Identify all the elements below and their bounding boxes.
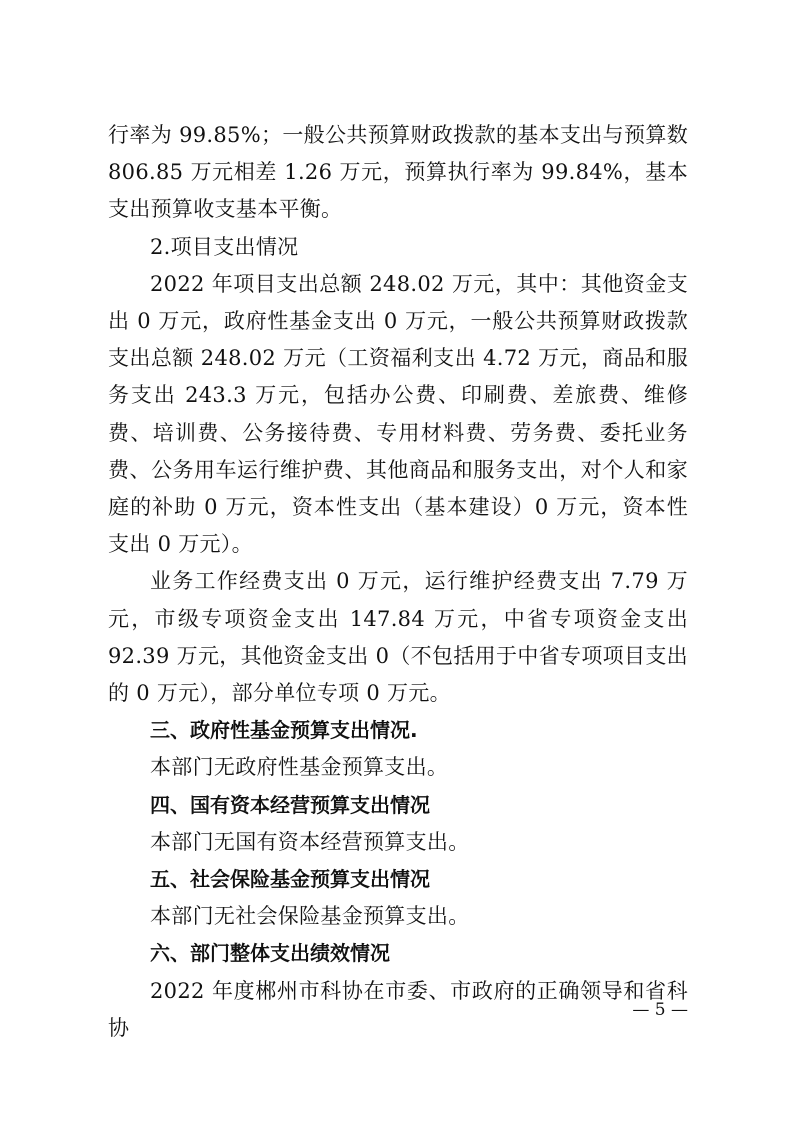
body-text (108, 117, 688, 1047)
paragraph-performance: 2022 年度郴州市科协在市委、市政府的正确领导和省科协 (108, 978, 688, 1040)
section-heading-4: 四、国有资本经营预算支出情况 (150, 792, 430, 817)
subsection-title-project-expenditure: 2.项目支出情况 (150, 234, 299, 259)
paragraph-project-expenditure: 2022 年项目支出总额 248.02 万元，其中：其他资金支出 0 万元，政府性基金支出 0 万元，一般公共预算财政拨款支出总额 248.02 万元（工资福利支出 4.72 万元，商品和服务支出 243.3 万元，包括办公费、印刷费、差旅费、维修费、培训费、公务接待费、专用材料费、劳务费、委托业务费、公务用车运行维护费、其他商品和服务支出，对个人和家庭的补助 0 万元，资本性支出（基本建设）0 万元，资本性支出 0 万元）。 (108, 271, 688, 557)
paragraph-government-fund: 本部门无政府性基金预算支出。 (150, 755, 449, 780)
paragraph-budget-execution: 行率为 99.85%；一般公共预算财政拨款的基本支出与预算数 806.85 万元相差 1.26 万元，预算执行率为 99.84%，基本支出预算收支基本平衡。 (108, 123, 688, 222)
paragraph-state-capital: 本部门无国有资本经营预算支出。 (150, 829, 470, 854)
page-number: — 5 — (632, 1000, 688, 1020)
section-heading-6: 六、部门整体支出绩效情况 (150, 941, 390, 966)
paragraph-funding-breakdown: 业务工作经费支出 0 万元，运行维护经费支出 7.79 万元，市级专项资金支出 147.84 万元，中省专项资金支出 92.39 万元，其他资金支出 0（不包括用于中省专项项目支出的 0 万元），部分单位专项 0 万元。 (108, 569, 688, 706)
section-heading-3: 三、政府性基金预算支出情况. (150, 718, 418, 743)
paragraph-social-insurance: 本部门无社会保险基金预算支出。 (150, 904, 470, 929)
section-heading-5: 五、社会保险基金预算支出情况 (150, 867, 430, 892)
